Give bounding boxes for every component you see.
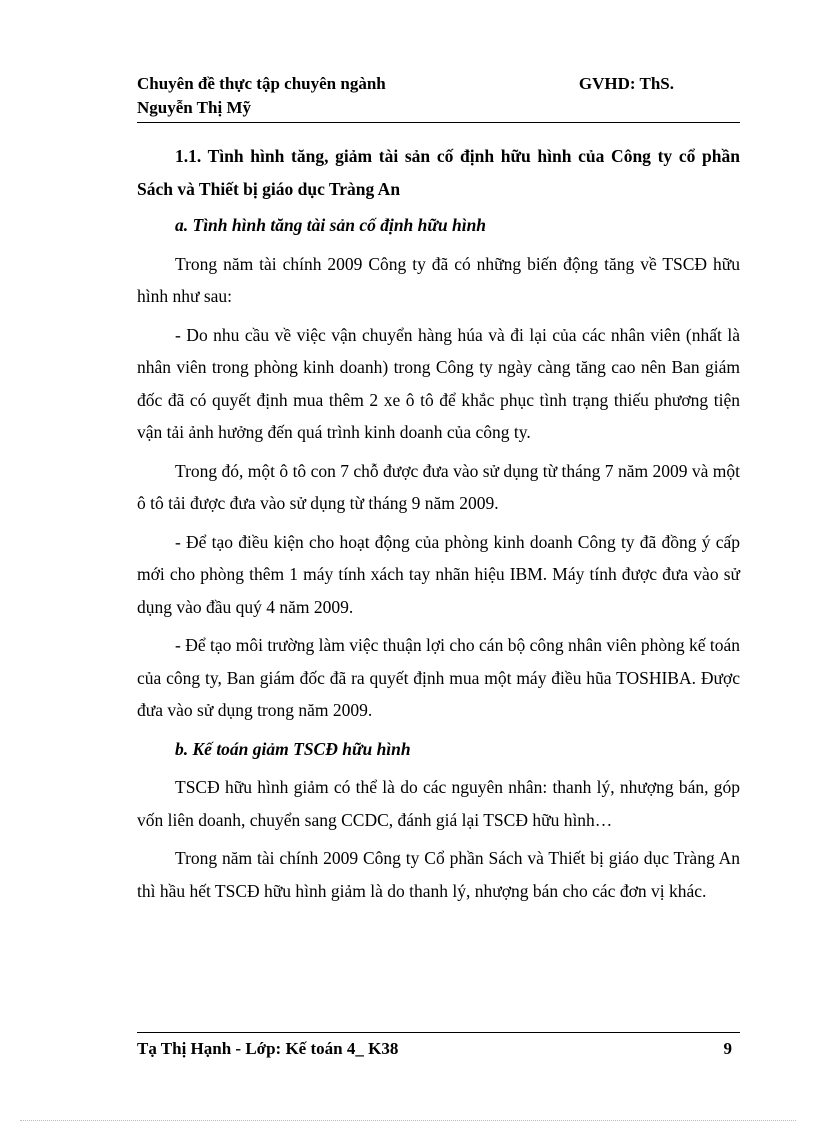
page-body xyxy=(137,140,740,913)
page-number: 9 xyxy=(723,1039,732,1058)
paragraph: TSCĐ hữu hình giảm có thể là do các nguyên nhân: thanh lý, nhượng bán, góp vốn liên doanh, chuyển sang CCDC, đánh giá lại TSCĐ hữu hình… xyxy=(137,777,740,830)
header-supervisor-name: Nguyễn Thị Mỹ xyxy=(137,98,251,117)
footer-divider xyxy=(137,1032,740,1033)
paragraph: - Do nhu cầu về việc vận chuyển hàng húa và đi lại của các nhân viên (nhất là nhân viên trong phòng kinh doanh) trong Công ty ngày càng tăng cao nên Ban giám đốc đã có quyết định mua thêm 2 xe ô tô để khắc phục tình trạng thiếu phương tiện vận tải ảnh hưởng đến quá trình kinh doanh của công ty. xyxy=(137,324,740,442)
header-divider xyxy=(137,122,740,123)
subsection-b-heading: b. Kế toán giảm TSCĐ hữu hình xyxy=(175,738,411,759)
page-edge-divider xyxy=(20,1120,796,1121)
subsection-a-heading: a. Tình hình tăng tài sản cố định hữu hình xyxy=(175,215,487,235)
paragraph: - Để tạo môi trường làm việc thuận lợi cho cán bộ công nhân viên phòng kế toán của công ty, Ban giám đốc đã ra quyết định mua một máy điều hũa TOSHIBA. Được đưa vào sử dụng trong năm 2009. xyxy=(137,635,740,720)
section-heading: 1.1. Tình hình tăng, giảm tài sản cố định hữu hình của Công ty cổ phần Sách và Thiết bị giáo dục Tràng An xyxy=(137,146,740,199)
header-row xyxy=(137,72,740,96)
header-course-title: Chuyên đề thực tập chuyên ngành xyxy=(137,74,386,93)
paragraph: - Để tạo điều kiện cho hoạt động của phòng kinh doanh Công ty đã đồng ý cấp mới cho phòng thêm 1 máy tính xách tay nhãn hiệu IBM. Máy tính được đưa vào sử dụng vào đầu quý 4 năm 2009. xyxy=(137,531,740,617)
paragraph: Trong năm tài chính 2009 Công ty Cổ phần Sách và Thiết bị giáo dục Tràng An thì hầu hết TSCĐ hữu hình giảm là do thanh lý, nhượng bán cho các đơn vị khác. xyxy=(137,848,740,901)
page-header xyxy=(137,72,740,120)
header-supervisor-label: GVHD: ThS. xyxy=(578,74,674,93)
paragraph: Trong đó, một ô tô con 7 chỗ được đưa vào sử dụng từ tháng 7 năm 2009 và một ô tô tải được đưa vào sử dụng từ tháng 9 năm 2009. xyxy=(137,460,740,513)
footer-author: Tạ Thị Hạnh - Lớp: Kế toán 4_ K38 xyxy=(137,1039,399,1058)
paragraph: Trong năm tài chính 2009 Công ty đã có những biến động tăng về TSCĐ hữu hình như sau: xyxy=(137,253,740,306)
page-footer xyxy=(137,1037,740,1061)
